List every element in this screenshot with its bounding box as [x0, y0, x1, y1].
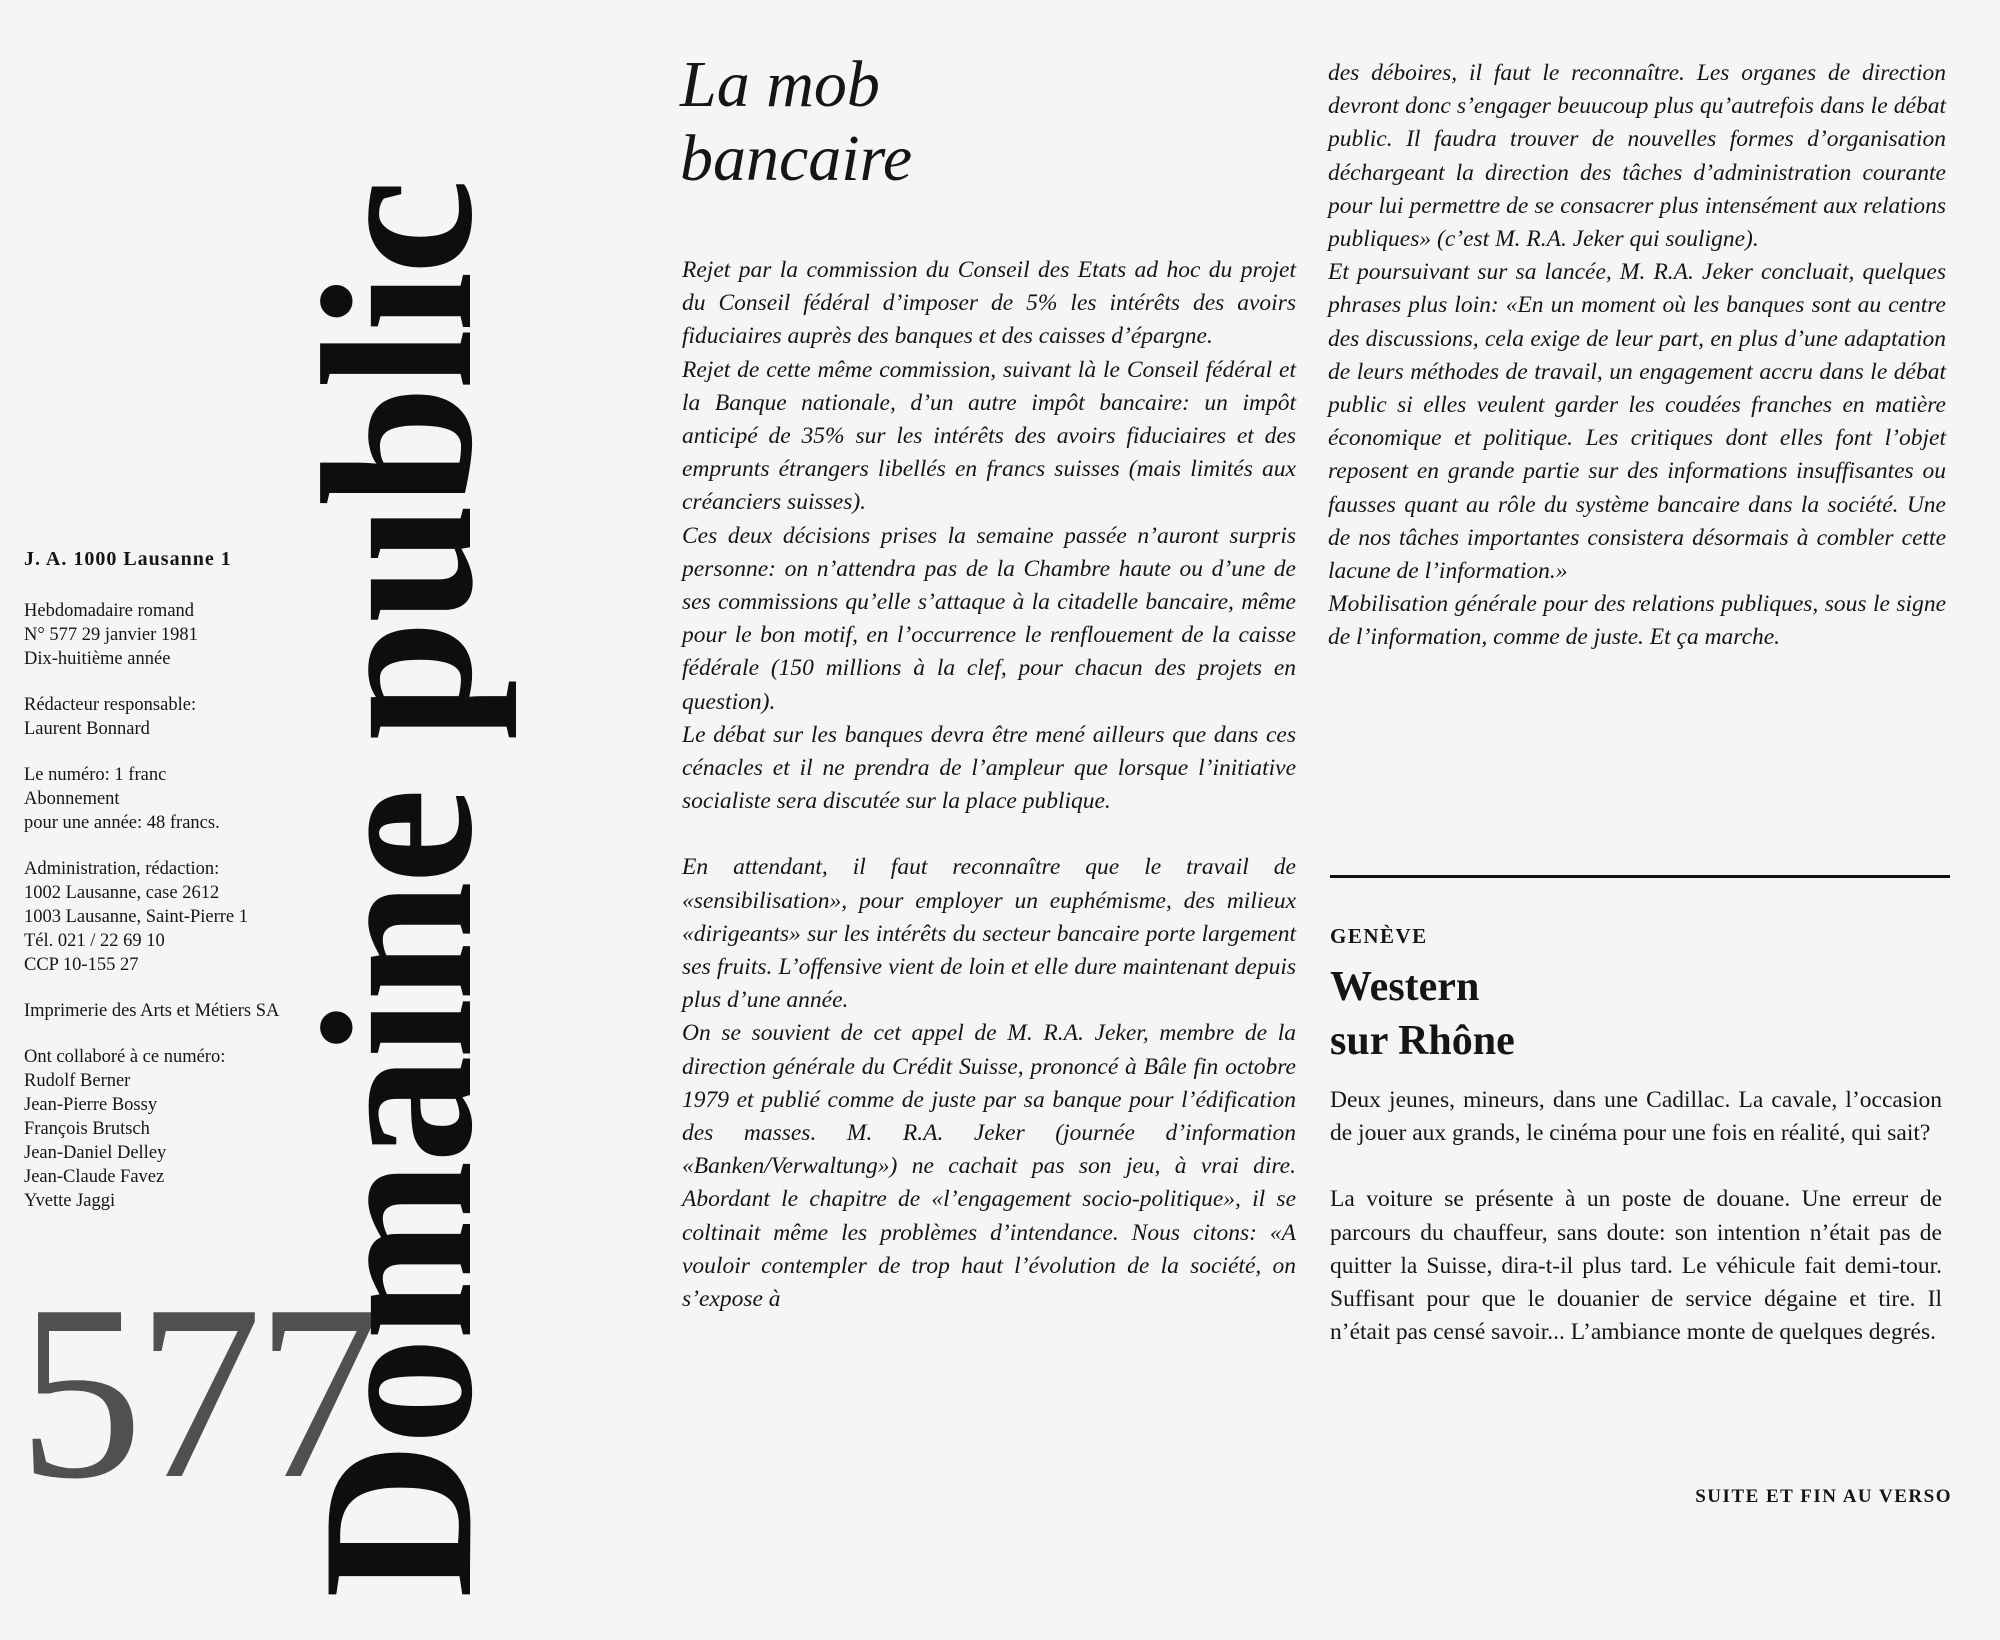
info-line: 1003 Lausanne, Saint-Pierre 1	[24, 907, 248, 927]
info-line: Ont collaboré à ce numéro:	[24, 1047, 226, 1067]
second-headline	[1330, 960, 1515, 1068]
section-kicker: GENÈVE	[1330, 924, 1428, 948]
paragraph: Le débat sur les banques devra être mené ailleurs que dans ces cénacles et il ne prendra de l’ampleur que lorsque l’initiative socialiste sera discutée sur la place publique.	[682, 721, 1296, 815]
info-line: 1002 Lausanne, case 2612	[24, 883, 220, 903]
info-line: François Brutsch	[24, 1119, 150, 1139]
info-line: Rédacteur responsable:	[24, 695, 197, 715]
article-column-2	[1328, 57, 1946, 655]
info-line: Rudolf Berner	[24, 1071, 131, 1091]
continued-notice: SUITE ET FIN AU VERSO	[1695, 1486, 1952, 1507]
paragraph: On se souvient de cet appel de M. R.A. Jeker, membre de la direction générale du Crédit Suisse, prononcé à Bâle fin octobre 1979 et publié comme de juste par sa banque pour l’édification des masses. M. R.A. Jeker (journée d’information «Banken/Verwaltung») ne cachait pas son jeu, à vrai dire. Abordant le chapitre de «l’engagement socio-politique», il se coltinait même les problèmes d’intendance. Nous citons: «A vouloir contempler de trop haut l’évolution de la société, on s’expose à	[682, 1020, 1296, 1313]
headline-line: bancaire	[680, 122, 913, 195]
info-line: Yvette Jaggi	[24, 1191, 116, 1211]
second-article-body	[1330, 1084, 1942, 1349]
info-line: Jean-Daniel Delley	[24, 1143, 167, 1163]
paragraph: Rejet par la commission du Conseil des Etats ad hoc du projet du Conseil fédéral d’imposer de 5% les intérêts des avoirs fiduciaires auprès des banques et des caisses d’épargne.	[682, 257, 1296, 350]
headline-line: La mob	[680, 48, 880, 121]
paragraph: En attendant, il faut reconnaître que le travail de «sensibilisation», pour employer un euphémisme, des milieux «dirigeants» sur les intérêts du secteur bancaire porte largement ses fruits. L’offensive vient de loin et elle dure maintenant depuis plus d’une année.	[682, 854, 1296, 1014]
issue-number: 577	[18, 1254, 375, 1531]
info-line: Imprimerie des Arts et Métiers SA	[24, 1001, 280, 1021]
headline-line: Western	[1330, 964, 1480, 1010]
info-line: N° 577 29 janvier 1981	[24, 625, 198, 645]
headline-line: sur Rhône	[1330, 1018, 1515, 1064]
masthead: Domaine public	[278, 181, 517, 1599]
paragraph: Rejet de cette même commission, suivant là le Conseil fédéral et la Banque nationale, d’un autre impôt bancaire: un impôt anticipé de 35% sur les intérêts des avoirs fiduciaires et des emprunts étrangers libellés en francs suisses (mais limités aux créanciers suisses).	[682, 356, 1296, 516]
info-line: Tél. 021 / 22 69 10	[24, 931, 165, 951]
info-line: Administration, rédaction:	[24, 859, 220, 879]
paragraph: Ces deux décisions prises la semaine passée n’auront surpris personne: on n’attendra pas de la Chambre haute ou d’une de ses commissions qu’elle s’attaque à la citadelle bancaire, même pour le bon motif, en l’occurrence le renflouement de la caisse fédérale (150 millions à la clef, pour chacun des projets en question).	[682, 522, 1296, 715]
info-line: Dix-huitième année	[24, 649, 171, 669]
paragraph: La voiture se présente à un poste de douane. Une erreur de parcours du chauffeur, sans doute: son intention n’était pas de quitter la Suisse, dira-t-il plus tard. Le véhicule fait demi-tour. Suffisant pour que le douanier de service dégaine et tire. Il n’était pas censé savoir... L’ambiance monte de quelques degrés.	[1330, 1186, 1942, 1346]
info-line: Jean-Pierre Bossy	[24, 1095, 158, 1115]
paragraph: Mobilisation générale pour des relations publiques, sous le signe de l’information, comme de juste. Et ça marche.	[1328, 591, 1946, 651]
info-line: Jean-Claude Favez	[24, 1167, 165, 1187]
paragraph: Et poursuivant sur sa lancée, M. R.A. Jeker concluait, quelques phrases plus loin: «En un moment où les banques sont au centre des discussions, cela exige de leur part, en plus d’une adaptation de leurs méthodes de travail, un engagement accru dans le débat public si elles veulent garder les coudées franches en matière économique et politique. Les critiques dont elles font l’objet reposent en grande partie sur des informations insuffisantes ou fausses quant au rôle du système bancaire dans la société. Une de nos tâches importantes consistera désormais à combler cette lacune de l’information.»	[1328, 259, 1946, 585]
info-line: Hebdomadaire romand	[24, 601, 195, 621]
info-line: CCP 10-155 27	[24, 955, 139, 975]
info-line: Le numéro: 1 franc	[24, 765, 167, 785]
paragraph: Deux jeunes, mineurs, dans une Cadillac. La cavale, l’occasion de jouer aux grands, le cinéma pour une fois en réalité, qui sait?	[1330, 1087, 1942, 1147]
article-column-1	[682, 254, 1296, 1316]
main-headline	[680, 48, 912, 196]
info-line: pour une année: 48 francs.	[24, 813, 220, 833]
info-line: Laurent Bonnard	[24, 719, 150, 739]
info-line: Abonnement	[24, 789, 120, 809]
postal-code: J. A. 1000 Lausanne 1	[24, 548, 232, 570]
paragraph: des déboires, il faut le reconnaître. Les organes de direction devront donc s’engager beuucoup plus qu’autrefois dans le débat public. Il faudra trouver de nouvelles formes d’organisation déchargeant la direction des tâches d’administration courante pour lui permettre de se consacrer plus intensément aux relations publiques» (c’est M. R.A. Jeker qui souligne).	[1328, 60, 1946, 253]
section-divider	[1330, 875, 1950, 878]
